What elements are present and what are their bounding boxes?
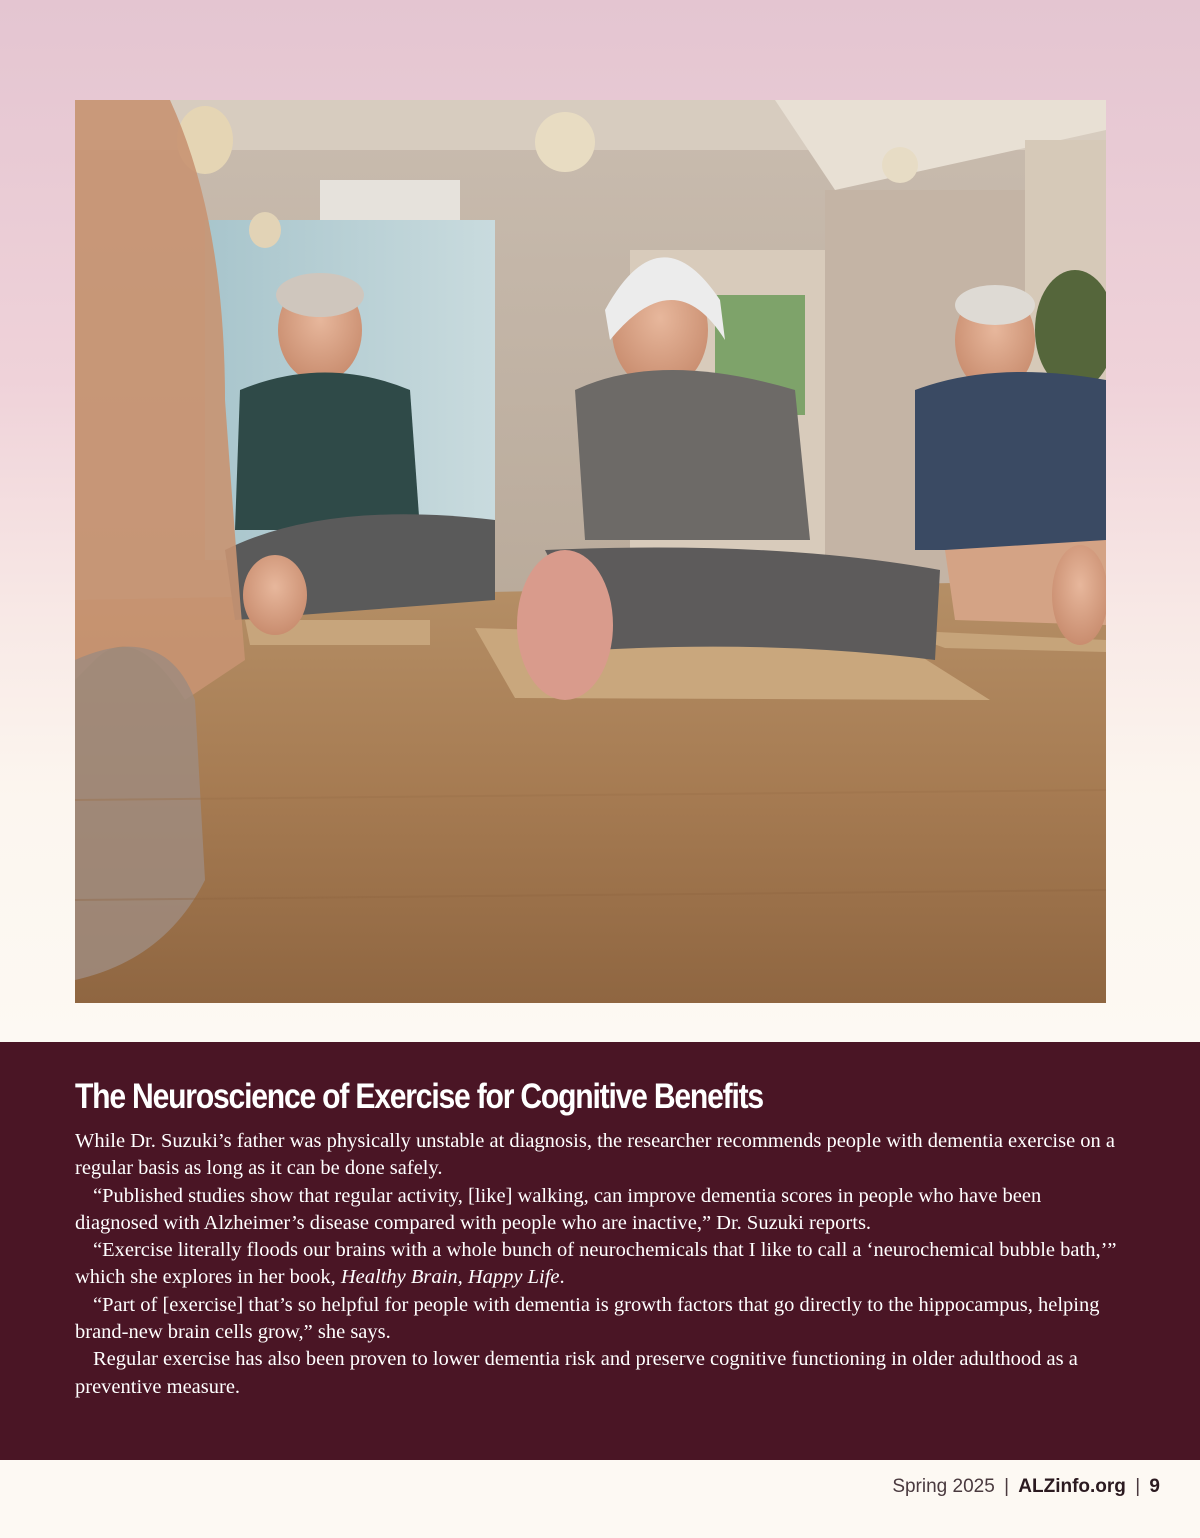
paragraph-text: “Exercise literally floods our brains with a whole bunch of neurochemicals that I like to call a ‘neurochemical bubble bath,’” which she explores in her book, xyxy=(75,1239,1117,1289)
footer-separator: | xyxy=(1004,1476,1009,1497)
article-paragraph: “Part of [exercise] that’s so helpful for people with dementia is growth factors that go directly to the hippocampus, helping brand-new brain cells grow,” she says. xyxy=(75,1293,1100,1344)
book-title: Healthy Brain, Happy Life xyxy=(340,1266,560,1289)
article-paragraph: “Published studies show that regular activity, [like] walking, can improve dementia scores in people who have been diagnosed with Alzheimer’s disease compared with people who are inactive,” Dr. Suzuki reports. xyxy=(75,1184,1042,1234)
article-headline: The Neuroscience of Exercise for Cognitive Benefits xyxy=(75,1077,763,1116)
page-number: 9 xyxy=(1149,1476,1160,1497)
article-panel xyxy=(0,1042,1200,1460)
issue-label: Spring 2025 xyxy=(892,1476,995,1497)
article-paragraph: While Dr. Suzuki’s father was physically unstable at diagnosis, the researcher recommends people with dementia exercise on a regular basis as long as it can be done safely. xyxy=(75,1130,1116,1180)
page-footer xyxy=(892,1476,1160,1502)
article-paragraph: Regular exercise has also been proven to lower dementia risk and preserve cognitive functioning in older adulthood as a preventive measure. xyxy=(75,1348,1078,1398)
site-link[interactable]: ALZinfo.org xyxy=(1018,1476,1126,1497)
photo-senior-stretching-class-icon xyxy=(75,100,1106,1003)
article-photo xyxy=(75,100,1106,1003)
article-paragraph-book-quote xyxy=(75,1237,1125,1292)
paragraph-text: . xyxy=(559,1266,565,1289)
article-body xyxy=(75,1128,1125,1401)
footer-separator: | xyxy=(1135,1476,1141,1497)
